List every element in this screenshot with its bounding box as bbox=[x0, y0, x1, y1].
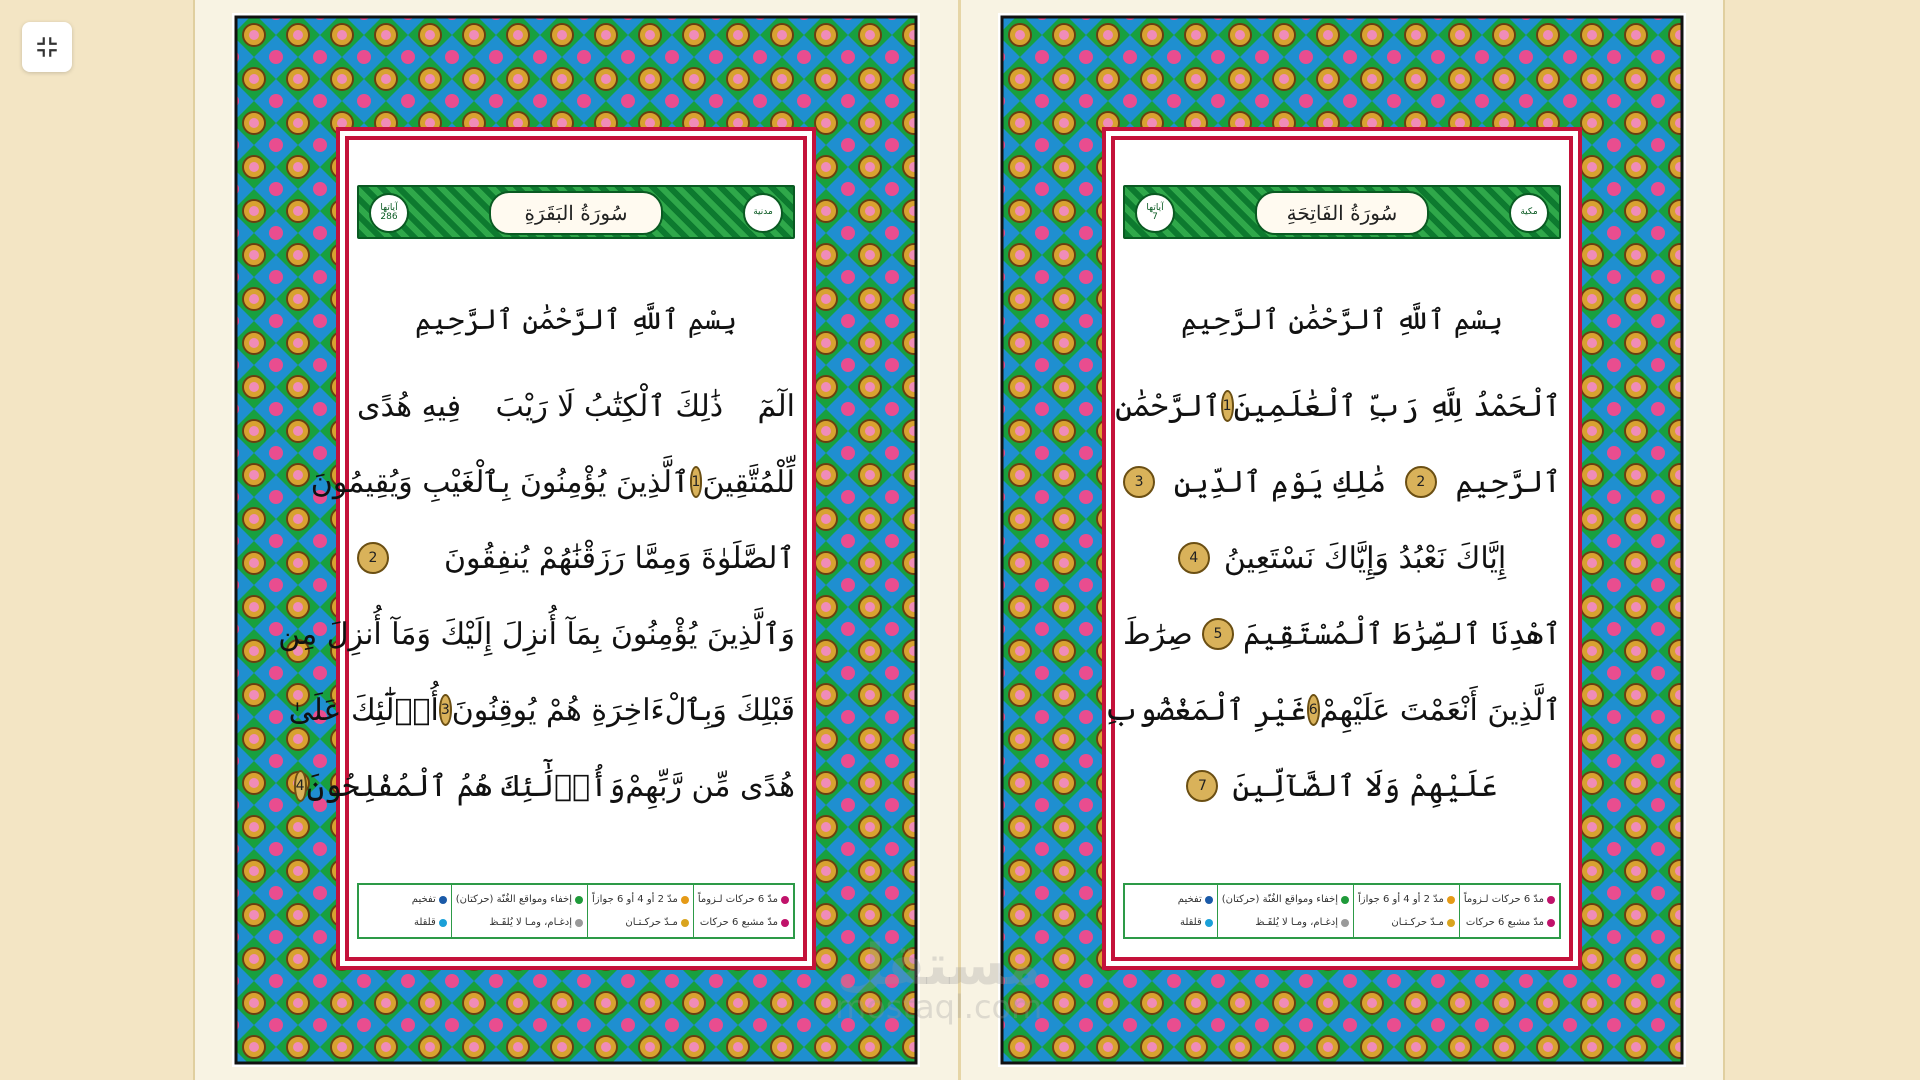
legend-dot bbox=[439, 896, 447, 904]
verse-line: إِيَّاكَ نَعْبُدُ وَإِيَّاكَ نَسْتَعِينُ 4 bbox=[1123, 520, 1561, 596]
legend-item: مدّ 6 حركات لـزوماً bbox=[698, 894, 789, 905]
ayah-marker: 3 bbox=[439, 694, 452, 726]
verse-lines bbox=[278, 368, 795, 824]
legend-dot bbox=[1547, 896, 1555, 904]
legend-item: مدّ مشبع 6 حركات bbox=[698, 917, 789, 928]
legend-item: إخفاء ومواقع الغُنّة (حركتان) bbox=[456, 894, 583, 905]
legend-item: مـدّ حركـتـان bbox=[1358, 917, 1455, 928]
verse-line: الٓمٓ ذَٰلِكَ ٱلْكِتَٰبُ لَا رَيْبَ فِيهِ هُدًى bbox=[357, 388, 795, 424]
legend-item: إدغـام، ومـا لا يُلفَـظ bbox=[456, 917, 583, 928]
exit-fullscreen-button[interactable] bbox=[22, 22, 72, 72]
legend-dot bbox=[781, 896, 789, 904]
surah-title: سُورَةُ الفَاتِحَةِ bbox=[1255, 191, 1429, 235]
revelation-medallion: مكية bbox=[1509, 193, 1549, 233]
ayah-marker: 4 bbox=[294, 770, 307, 802]
ayah-marker: 1 bbox=[1221, 390, 1234, 422]
ayah-marker: 4 bbox=[1178, 542, 1210, 574]
surah-header bbox=[1123, 185, 1561, 239]
verse-line: لِّلْمُتَّقِينَ 1 ٱلَّذِينَ يُؤْمِنُونَ بِٱلْغَيْبِ وَيُقِيمُونَ bbox=[310, 464, 795, 500]
legend-item: مدّ 2 أو 4 أو 6 جوازاً bbox=[1358, 894, 1455, 905]
legend-dot bbox=[575, 919, 583, 927]
ayah-count-medallion: آياتها 286 bbox=[369, 193, 409, 233]
exit-fullscreen-icon bbox=[34, 34, 60, 60]
legend-dot bbox=[439, 919, 447, 927]
legend-item: مدّ 6 حركات لـزوماً bbox=[1464, 894, 1555, 905]
legend-column bbox=[451, 885, 587, 937]
quran-page-baqarah bbox=[232, 13, 920, 1067]
legend-item: تفخيم bbox=[412, 894, 447, 905]
ayah-marker: 5 bbox=[1202, 618, 1234, 650]
ayah-marker: 7 bbox=[1186, 770, 1218, 802]
legend-item: قلقلة bbox=[1178, 917, 1213, 928]
basmala: بِسْمِ ٱللَّهِ ٱلرَّحْمَٰنِ ٱلرَّحِيمِ bbox=[414, 303, 737, 336]
mostaql-watermark: مستقل mostaql.com bbox=[835, 933, 1043, 1026]
text-frame bbox=[1103, 136, 1573, 961]
legend-item: مـدّ حركـتـان bbox=[592, 917, 689, 928]
ayah-marker: 2 bbox=[1405, 466, 1437, 498]
legend-column bbox=[1174, 885, 1217, 937]
legend-item: مدّ 2 أو 4 أو 6 جوازاً bbox=[592, 894, 689, 905]
legend-dot bbox=[1341, 896, 1349, 904]
ayah-marker: 3 bbox=[1123, 466, 1155, 498]
quran-page-fatiha bbox=[998, 13, 1686, 1067]
verse-line: عَلَيْهِمْ وَلَا ٱلضَّآلِّينَ 7 bbox=[1123, 748, 1561, 824]
verse-line: ٱهْدِنَا ٱلصِّرَٰطَ ٱلْمُسْتَقِيمَ 5 صِرَٰطَ bbox=[1123, 616, 1561, 652]
verse-lines bbox=[1103, 368, 1561, 824]
legend-item: تفخيم bbox=[1178, 894, 1213, 905]
tajweed-legend bbox=[1123, 883, 1561, 939]
legend-dot bbox=[1205, 919, 1213, 927]
legend-dot bbox=[1447, 896, 1455, 904]
verse-line: هُدًى مِّن رَّبِّهِمْ وَأُو۟لَٰٓئِكَ هُمُ ٱلْمُفْلِحُونَ 4 bbox=[295, 768, 795, 804]
legend-column bbox=[1217, 885, 1353, 937]
verse-line: ٱلَّذِينَ أَنْعَمْتَ عَلَيْهِمْ 6 غَيْرِ ٱلْمَغْضُوبِ bbox=[1103, 692, 1561, 728]
legend-column bbox=[1353, 885, 1459, 937]
ayah-marker: 1 bbox=[690, 466, 703, 498]
surah-title: سُورَةُ البَقَرَةِ bbox=[489, 191, 663, 235]
verse-line: قَبْلِكَ وَبِٱلْءَاخِرَةِ هُمْ يُوقِنُونَ 3 أُو۟لَٰٓئِكَ عَلَىٰ bbox=[288, 692, 795, 728]
revelation-medallion: مدنية bbox=[743, 193, 783, 233]
legend-dot bbox=[781, 919, 789, 927]
legend-item: مدّ مشبع 6 حركات bbox=[1464, 917, 1555, 928]
legend-dot bbox=[681, 896, 689, 904]
legend-dot bbox=[575, 896, 583, 904]
legend-column bbox=[1459, 885, 1559, 937]
legend-dot bbox=[1341, 919, 1349, 927]
tajweed-legend bbox=[357, 883, 795, 939]
legend-dot bbox=[1205, 896, 1213, 904]
verse-line: ٱلْحَمْدُ لِلَّهِ رَبِّ ٱلْعَٰلَمِينَ 1 ٱلرَّحْمَٰنِ bbox=[1115, 388, 1561, 424]
legend-dot bbox=[1547, 919, 1555, 927]
verse-line: وَٱلَّذِينَ يُؤْمِنُونَ بِمَآ أُنزِلَ إِلَيْكَ وَمَآ أُنزِلَ مِن bbox=[278, 616, 795, 652]
legend-dot bbox=[1447, 919, 1455, 927]
book-spine bbox=[958, 0, 961, 1080]
legend-column bbox=[693, 885, 793, 937]
legend-column bbox=[408, 885, 451, 937]
legend-item: إخفاء ومواقع الغُنّة (حركتان) bbox=[1222, 894, 1349, 905]
text-frame bbox=[278, 136, 807, 961]
verse-line: ٱلصَّلَوٰةَ وَمِمَّا رَزَقْنَٰهُمْ يُنفِقُونَ 2 bbox=[357, 520, 795, 596]
ayah-marker: 6 bbox=[1307, 694, 1320, 726]
verse-line: ٱلرَّحِيمِ 2 مَٰلِكِ يَوْمِ ٱلدِّينِ 3 bbox=[1123, 444, 1561, 520]
legend-item: قلقلة bbox=[412, 917, 447, 928]
surah-header bbox=[357, 185, 795, 239]
legend-dot bbox=[681, 919, 689, 927]
ayah-count-medallion: آياتها 7 bbox=[1135, 193, 1175, 233]
legend-column bbox=[587, 885, 693, 937]
ayah-marker: 2 bbox=[357, 542, 389, 574]
basmala: بِسْمِ ٱللَّهِ ٱلرَّحْمَٰنِ ٱلرَّحِيمِ bbox=[1180, 303, 1503, 336]
legend-item: إدغـام، ومـا لا يُلفَـظ bbox=[1222, 917, 1349, 928]
